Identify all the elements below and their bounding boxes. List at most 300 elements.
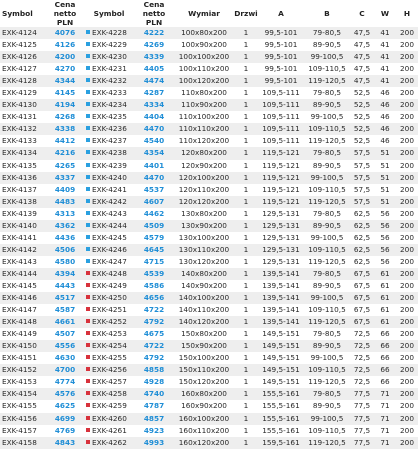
cell-symbol-2 [84, 75, 134, 87]
cell-c: 67,5 [350, 292, 374, 304]
symbol-text: EXK-4256 [92, 365, 127, 375]
cell-w: 56 [374, 232, 396, 244]
cell-a: 149,5-151 [258, 364, 304, 376]
cell-h: 200 [396, 292, 418, 304]
symbol-text: EXK-4260 [92, 413, 127, 423]
cell-symbol-1: EXK-4141 [0, 232, 46, 244]
cell-w: 61 [374, 268, 396, 280]
cell-price-1: 4337 [46, 172, 84, 184]
table-row [0, 376, 418, 388]
symbol-text: EXK-4242 [92, 196, 127, 206]
cell-symbol-2 [84, 425, 134, 437]
color-marker-icon [86, 199, 90, 203]
cell-price-2: 4858 [134, 364, 174, 376]
cell-symbol-1: EXK-4134 [0, 147, 46, 159]
cell-doors: 1 [234, 208, 258, 220]
symbol-text: EXK-4253 [92, 329, 127, 339]
cell-doors: 1 [234, 51, 258, 63]
cell-price-2: 4470 [134, 172, 174, 184]
symbol-text: EXK-4230 [92, 52, 127, 62]
cell-h: 200 [396, 232, 418, 244]
cell-b: 109-110,5 [304, 184, 350, 196]
color-marker-icon [86, 102, 90, 106]
symbol-text: EXK-4246 [92, 244, 127, 254]
cell-b: 119-120,5 [304, 316, 350, 328]
cell-c: 67,5 [350, 316, 374, 328]
cell-dimension: 160x90x200 [174, 400, 234, 412]
cell-w: 46 [374, 135, 396, 147]
cell-dimension: 150x90x200 [174, 340, 234, 352]
table-row [0, 147, 418, 159]
cell-price-1: 4338 [46, 123, 84, 135]
cell-symbol-1: EXK-4129 [0, 87, 46, 99]
cell-w: 41 [374, 51, 396, 63]
cell-c: 77,5 [350, 400, 374, 412]
table-row [0, 413, 418, 425]
table-row [0, 160, 418, 172]
color-marker-icon [86, 150, 90, 154]
cell-h: 200 [396, 425, 418, 437]
table-row [0, 340, 418, 352]
cell-b: 99-100,5 [304, 111, 350, 123]
cell-h: 200 [396, 364, 418, 376]
color-marker-icon [86, 343, 90, 347]
cell-price-1: 4580 [46, 256, 84, 268]
cell-dimension: 110x120x200 [174, 135, 234, 147]
cell-symbol-2 [84, 352, 134, 364]
cell-c: 62,5 [350, 208, 374, 220]
cell-price-1: 4409 [46, 184, 84, 196]
cell-dimension: 140x100x200 [174, 292, 234, 304]
cell-dimension: 140x120x200 [174, 316, 234, 328]
header-row [0, 0, 418, 27]
color-marker-icon [86, 367, 90, 371]
cell-b: 109-110,5 [304, 123, 350, 135]
header-price-1: Cena netto PLN [53, 0, 77, 27]
color-marker-icon [86, 295, 90, 299]
cell-symbol-2 [84, 147, 134, 159]
cell-h: 200 [396, 172, 418, 184]
cell-w: 71 [374, 437, 396, 449]
cell-c: 47,5 [350, 51, 374, 63]
cell-symbol-1: EXK-4152 [0, 364, 46, 376]
cell-a: 155,5-161 [258, 413, 304, 425]
cell-w: 56 [374, 244, 396, 256]
cell-h: 200 [396, 437, 418, 449]
cell-w: 66 [374, 340, 396, 352]
cell-symbol-2 [84, 87, 134, 99]
cell-b: 99-100,5 [304, 172, 350, 184]
cell-a: 139,5-141 [258, 292, 304, 304]
cell-symbol-1: EXK-4126 [0, 51, 46, 63]
cell-dimension: 130x90x200 [174, 220, 234, 232]
cell-price-1: 4699 [46, 413, 84, 425]
cell-c: 67,5 [350, 280, 374, 292]
cell-symbol-2 [84, 400, 134, 412]
color-marker-icon [86, 114, 90, 118]
cell-b: 109-110,5 [304, 364, 350, 376]
cell-doors: 1 [234, 256, 258, 268]
cell-price-1: 4443 [46, 280, 84, 292]
cell-symbol-2 [84, 328, 134, 340]
cell-doors: 1 [234, 340, 258, 352]
table-row [0, 39, 418, 51]
cell-price-2: 4928 [134, 376, 174, 388]
cell-symbol-1: EXK-4128 [0, 75, 46, 87]
cell-a: 99,5-101 [258, 63, 304, 75]
color-marker-icon [86, 259, 90, 263]
table-row [0, 75, 418, 87]
table-row [0, 304, 418, 316]
table-row [0, 268, 418, 280]
cell-b: 119-120,5 [304, 376, 350, 388]
cell-price-1: 4270 [46, 63, 84, 75]
symbol-text: EXK-4245 [92, 232, 127, 242]
color-marker-icon [86, 138, 90, 142]
cell-symbol-2 [84, 220, 134, 232]
symbol-text: EXK-4250 [92, 293, 127, 303]
cell-dimension: 150x80x200 [174, 328, 234, 340]
table-row [0, 352, 418, 364]
cell-w: 61 [374, 280, 396, 292]
cell-symbol-1: EXK-4145 [0, 280, 46, 292]
cell-dimension: 150x110x200 [174, 364, 234, 376]
cell-price-2: 4405 [134, 63, 174, 75]
symbol-text: EXK-4231 [92, 64, 127, 74]
cell-doors: 1 [234, 280, 258, 292]
cell-price-2: 4354 [134, 147, 174, 159]
cell-a: 129,5-131 [258, 208, 304, 220]
cell-dimension: 120x120x200 [174, 196, 234, 208]
cell-symbol-2 [84, 196, 134, 208]
cell-a: 129,5-131 [258, 220, 304, 232]
cell-c: 72,5 [350, 364, 374, 376]
cell-c: 52,5 [350, 87, 374, 99]
header-dimension: Wymiar [188, 9, 220, 18]
header-c: C [359, 9, 365, 18]
cell-b: 99-100,5 [304, 413, 350, 425]
cell-a: 109,5-111 [258, 87, 304, 99]
header-symbol-1: Symbol [2, 9, 33, 18]
cell-symbol-2 [84, 292, 134, 304]
cell-w: 56 [374, 208, 396, 220]
cell-price-2: 4539 [134, 268, 174, 280]
cell-doors: 1 [234, 232, 258, 244]
cell-h: 200 [396, 280, 418, 292]
cell-a: 129,5-131 [258, 256, 304, 268]
cell-symbol-1: EXK-4140 [0, 220, 46, 232]
cell-symbol-1: EXK-4133 [0, 135, 46, 147]
cell-dimension: 160x120x200 [174, 437, 234, 449]
cell-doors: 1 [234, 160, 258, 172]
cell-h: 200 [396, 160, 418, 172]
cell-symbol-1: EXK-4148 [0, 316, 46, 328]
cell-symbol-1: EXK-4147 [0, 304, 46, 316]
cell-a: 119,5-121 [258, 160, 304, 172]
header-a: A [278, 9, 284, 18]
cell-h: 200 [396, 51, 418, 63]
cell-b: 109-110,5 [304, 63, 350, 75]
color-marker-icon [86, 30, 90, 34]
cell-w: 56 [374, 220, 396, 232]
cell-dimension: 100x80x200 [174, 27, 234, 39]
cell-price-1: 4483 [46, 196, 84, 208]
cell-w: 51 [374, 196, 396, 208]
cell-b: 79-80,5 [304, 268, 350, 280]
table-row [0, 135, 418, 147]
cell-a: 139,5-141 [258, 268, 304, 280]
cell-h: 200 [396, 268, 418, 280]
cell-doors: 1 [234, 99, 258, 111]
cell-price-2: 4470 [134, 123, 174, 135]
cell-h: 200 [396, 256, 418, 268]
cell-c: 57,5 [350, 147, 374, 159]
cell-dimension: 140x80x200 [174, 268, 234, 280]
cell-doors: 1 [234, 244, 258, 256]
cell-w: 71 [374, 413, 396, 425]
cell-symbol-2 [84, 63, 134, 75]
color-marker-icon [86, 271, 90, 275]
cell-dimension: 100x110x200 [174, 63, 234, 75]
cell-doors: 1 [234, 111, 258, 123]
cell-symbol-1: EXK-4157 [0, 425, 46, 437]
cell-symbol-2 [84, 437, 134, 449]
cell-symbol-2 [84, 51, 134, 63]
cell-h: 200 [396, 39, 418, 51]
cell-c: 47,5 [350, 27, 374, 39]
cell-price-2: 4656 [134, 292, 174, 304]
table-row [0, 63, 418, 75]
cell-price-2: 4462 [134, 208, 174, 220]
cell-c: 52,5 [350, 135, 374, 147]
cell-price-1: 4436 [46, 232, 84, 244]
cell-symbol-1: EXK-4131 [0, 111, 46, 123]
cell-b: 119-120,5 [304, 196, 350, 208]
cell-dimension: 100x90x200 [174, 39, 234, 51]
cell-b: 89-90,5 [304, 340, 350, 352]
cell-price-1: 4076 [46, 27, 84, 39]
cell-dimension: 160x110x200 [174, 425, 234, 437]
cell-symbol-1: EXK-4124 [0, 27, 46, 39]
cell-a: 155,5-161 [258, 400, 304, 412]
cell-symbol-2 [84, 135, 134, 147]
cell-price-1: 4630 [46, 352, 84, 364]
symbol-text: EXK-4240 [92, 172, 127, 182]
cell-symbol-2 [84, 27, 134, 39]
color-marker-icon [86, 283, 90, 287]
cell-h: 200 [396, 316, 418, 328]
cell-symbol-1: EXK-4139 [0, 208, 46, 220]
cell-symbol-2 [84, 172, 134, 184]
cell-symbol-1: EXK-4142 [0, 244, 46, 256]
cell-h: 200 [396, 352, 418, 364]
cell-price-1: 4394 [46, 268, 84, 280]
cell-c: 72,5 [350, 340, 374, 352]
cell-doors: 1 [234, 147, 258, 159]
cell-b: 119-120,5 [304, 437, 350, 449]
cell-dimension: 110x100x200 [174, 111, 234, 123]
cell-c: 72,5 [350, 328, 374, 340]
cell-w: 41 [374, 75, 396, 87]
table-body [0, 27, 418, 449]
color-marker-icon [86, 175, 90, 179]
cell-w: 66 [374, 328, 396, 340]
cell-dimension: 150x100x200 [174, 352, 234, 364]
symbol-text: EXK-4258 [92, 389, 127, 399]
cell-dimension: 100x120x200 [174, 75, 234, 87]
cell-w: 41 [374, 39, 396, 51]
cell-b: 99-100,5 [304, 352, 350, 364]
cell-a: 109,5-111 [258, 99, 304, 111]
symbol-text: EXK-4247 [92, 256, 127, 266]
cell-c: 72,5 [350, 376, 374, 388]
cell-doors: 1 [234, 27, 258, 39]
cell-doors: 1 [234, 437, 258, 449]
cell-a: 119,5-121 [258, 184, 304, 196]
cell-symbol-1: EXK-4137 [0, 184, 46, 196]
header-symbol-2: Symbol [93, 9, 125, 18]
table-row [0, 220, 418, 232]
symbol-text: EXK-4238 [92, 148, 127, 158]
cell-price-2: 4787 [134, 400, 174, 412]
symbol-text: EXK-4234 [92, 100, 127, 110]
cell-symbol-1: EXK-4154 [0, 388, 46, 400]
color-marker-icon [86, 307, 90, 311]
cell-c: 77,5 [350, 388, 374, 400]
symbol-text: EXK-4251 [92, 305, 127, 315]
table-row [0, 123, 418, 135]
color-marker-icon [86, 126, 90, 130]
table-row [0, 292, 418, 304]
cell-a: 159,5-161 [258, 437, 304, 449]
cell-h: 200 [396, 63, 418, 75]
cell-symbol-1: EXK-4130 [0, 99, 46, 111]
cell-price-2: 4715 [134, 256, 174, 268]
cell-h: 200 [396, 147, 418, 159]
cell-b: 79-80,5 [304, 328, 350, 340]
cell-price-1: 4362 [46, 220, 84, 232]
cell-b: 119-120,5 [304, 256, 350, 268]
symbol-text: EXK-4236 [92, 124, 127, 134]
cell-symbol-1: EXK-4135 [0, 160, 46, 172]
cell-b: 79-80,5 [304, 147, 350, 159]
cell-symbol-1: EXK-4150 [0, 340, 46, 352]
cell-dimension: 140x90x200 [174, 280, 234, 292]
cell-symbol-2 [84, 244, 134, 256]
cell-symbol-2 [84, 364, 134, 376]
cell-price-1: 4576 [46, 388, 84, 400]
cell-symbol-2 [84, 99, 134, 111]
cell-symbol-2 [84, 123, 134, 135]
cell-w: 46 [374, 111, 396, 123]
cell-price-1: 4313 [46, 208, 84, 220]
cell-b: 89-90,5 [304, 39, 350, 51]
header-w: W [380, 9, 390, 18]
cell-symbol-1: EXK-4138 [0, 196, 46, 208]
cell-price-1: 4774 [46, 376, 84, 388]
color-marker-icon [86, 187, 90, 191]
table-row [0, 280, 418, 292]
cell-symbol-2 [84, 316, 134, 328]
color-marker-icon [86, 42, 90, 46]
symbol-text: EXK-4249 [92, 281, 127, 290]
cell-a: 119,5-121 [258, 196, 304, 208]
cell-dimension: 110x110x200 [174, 123, 234, 135]
table-row [0, 316, 418, 328]
symbol-text: EXK-4232 [92, 76, 127, 86]
cell-w: 51 [374, 160, 396, 172]
cell-price-1: 4265 [46, 160, 84, 172]
table-row [0, 364, 418, 376]
cell-doors: 1 [234, 196, 258, 208]
cell-a: 139,5-141 [258, 316, 304, 328]
cell-w: 66 [374, 352, 396, 364]
cell-doors: 1 [234, 63, 258, 75]
cell-h: 200 [396, 413, 418, 425]
cell-h: 200 [396, 304, 418, 316]
cell-doors: 1 [234, 292, 258, 304]
cell-c: 52,5 [350, 99, 374, 111]
cell-symbol-2 [84, 111, 134, 123]
cell-symbol-2 [84, 208, 134, 220]
symbol-text: EXK-4241 [92, 184, 127, 194]
cell-dimension: 130x120x200 [174, 256, 234, 268]
cell-price-2: 4474 [134, 75, 174, 87]
table-row [0, 437, 418, 449]
cell-b: 109-110,5 [304, 304, 350, 316]
cell-b: 89-90,5 [304, 160, 350, 172]
cell-doors: 1 [234, 268, 258, 280]
cell-symbol-1: EXK-4146 [0, 292, 46, 304]
cell-c: 62,5 [350, 244, 374, 256]
cell-price-2: 4792 [134, 316, 174, 328]
cell-doors: 1 [234, 184, 258, 196]
cell-b: 79-80,5 [304, 208, 350, 220]
table-row [0, 196, 418, 208]
cell-a: 109,5-111 [258, 111, 304, 123]
cell-w: 71 [374, 388, 396, 400]
cell-symbol-1: EXK-4156 [0, 413, 46, 425]
color-marker-icon [86, 78, 90, 82]
color-marker-icon [86, 235, 90, 239]
cell-price-1: 4556 [46, 340, 84, 352]
color-marker-icon [86, 416, 90, 420]
cell-a: 119,5-121 [258, 172, 304, 184]
cell-doors: 1 [234, 87, 258, 99]
cell-b: 109-110,5 [304, 244, 350, 256]
cell-symbol-1: EXK-4143 [0, 256, 46, 268]
table-row [0, 388, 418, 400]
cell-dimension: 130x110x200 [174, 244, 234, 256]
cell-dimension: 140x110x200 [174, 304, 234, 316]
cell-price-1: 4661 [46, 316, 84, 328]
cell-symbol-2 [84, 413, 134, 425]
cell-symbol-1: EXK-4136 [0, 172, 46, 184]
cell-doors: 1 [234, 75, 258, 87]
cell-c: 77,5 [350, 437, 374, 449]
cell-symbol-2 [84, 280, 134, 292]
cell-doors: 1 [234, 172, 258, 184]
cell-price-2: 4404 [134, 111, 174, 123]
symbol-text: EXK-4239 [92, 160, 127, 170]
cell-a: 149,5-151 [258, 376, 304, 388]
symbol-text: EXK-4255 [92, 353, 127, 363]
cell-symbol-1: EXK-4144 [0, 268, 46, 280]
cell-a: 155,5-161 [258, 388, 304, 400]
cell-a: 99,5-101 [258, 27, 304, 39]
cell-symbol-2 [84, 340, 134, 352]
color-marker-icon [86, 391, 90, 395]
